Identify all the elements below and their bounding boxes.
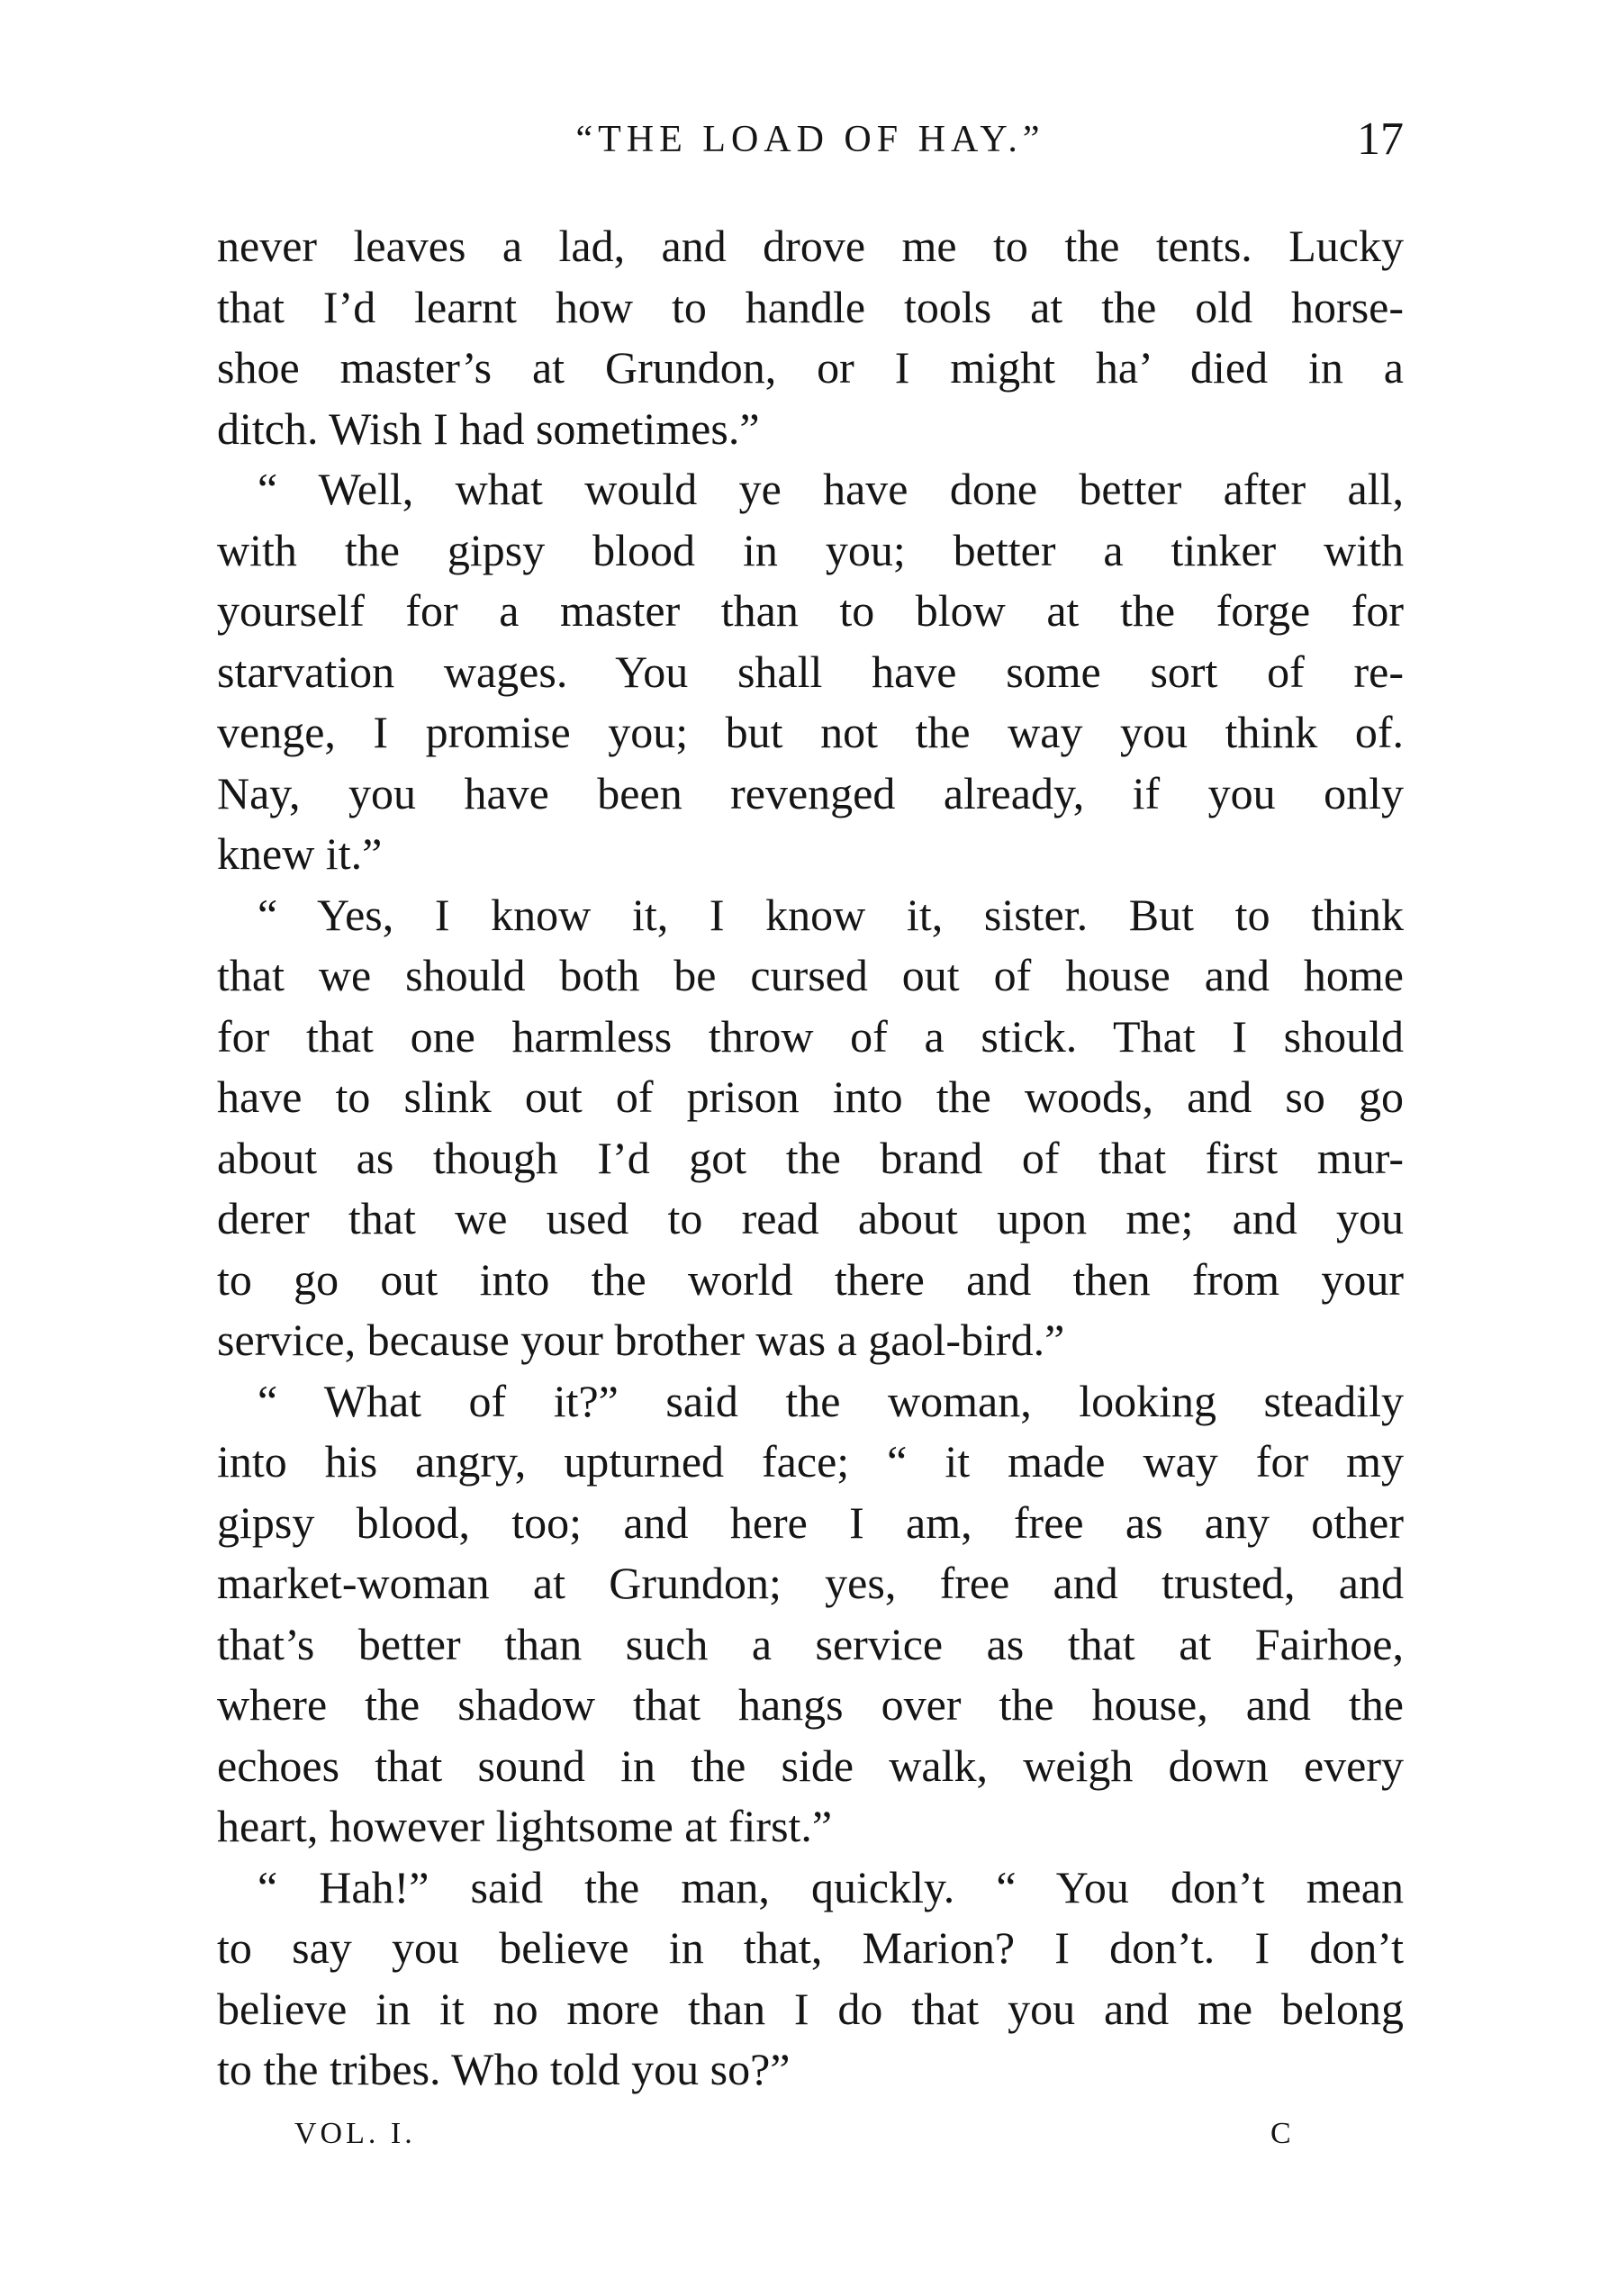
- text-line: with the gipsy blood in you; better a tinker with: [217, 524, 1404, 575]
- text-line: “ What of it?” said the woman, looking steadily: [258, 1375, 1404, 1426]
- page-footer: [217, 2107, 1404, 2161]
- text-line: that I’d learnt how to handle tools at the old horse-: [217, 281, 1404, 332]
- text-line: for that one harmless throw of a stick. That I should: [217, 1010, 1404, 1062]
- body-text: [217, 216, 1404, 2101]
- text-line: have to slink out of prison into the woods, and so go: [217, 1071, 1404, 1122]
- text-line: where the shadow that hangs over the house, and the: [217, 1679, 1404, 1730]
- text-line: to say you believe in that, Marion? I don’t. I don’t: [217, 1922, 1404, 1973]
- text-line: echoes that sound in the side walk, weigh down every: [217, 1740, 1404, 1791]
- text-line: to go out into the world there and then from your: [217, 1253, 1404, 1305]
- text-line: about as though I’d got the brand of that first mur-: [217, 1132, 1404, 1183]
- text-line: to the tribes. Who told you so?”: [217, 2044, 791, 2094]
- text-line: never leaves a lad, and drove me to the tents. Lucky: [217, 221, 1404, 271]
- text-line: Nay, you have been revenged already, if you only: [217, 767, 1404, 818]
- gathering-signature: C: [1270, 2117, 1291, 2150]
- text-line: that we should both be cursed out of house and home: [217, 950, 1404, 1000]
- volume-signature: VOL. I.: [294, 2117, 416, 2150]
- text-line: venge, I promise you; but not the way you think of.: [217, 707, 1404, 757]
- text-line: knew it.”: [217, 828, 383, 879]
- text-line: “ Yes, I know it, I know it, sister. But to think: [258, 889, 1404, 940]
- text-line: “ Well, what would ye have done better after all,: [258, 464, 1404, 514]
- text-line: shoe master’s at Grundon, or I might ha’ died in a: [217, 342, 1404, 393]
- text-line: starvation wages. You shall have some sort of re-: [217, 646, 1404, 697]
- text-line: service, because your brother was a gaol-bird.”: [217, 1315, 1065, 1365]
- text-line: believe in it no more than I do that you and me belong: [217, 1983, 1404, 2034]
- text-line: that’s better than such a service as that at Fairhoe,: [217, 1618, 1404, 1669]
- text-line: heart, however lightsome at first.”: [217, 1801, 833, 1851]
- text-line: derer that we used to read about upon me; and you: [217, 1193, 1404, 1243]
- running-head: [217, 108, 1404, 189]
- text-line: market-woman at Grundon; yes, free and trusted, and: [217, 1558, 1404, 1608]
- text-line: gipsy blood, too; and here I am, free as any other: [217, 1496, 1404, 1548]
- text-line: yourself for a master than to blow at the forge for: [217, 585, 1404, 636]
- running-title: “THE LOAD OF HAY.”: [575, 119, 1045, 160]
- text-line: ditch. Wish I had sometimes.”: [217, 402, 760, 454]
- page-number: 17: [1357, 113, 1404, 165]
- text-line: into his angry, upturned face; “ it made way for my: [217, 1436, 1404, 1487]
- text-line: “ Hah!” said the man, quickly. “ You don’t mean: [258, 1861, 1404, 1912]
